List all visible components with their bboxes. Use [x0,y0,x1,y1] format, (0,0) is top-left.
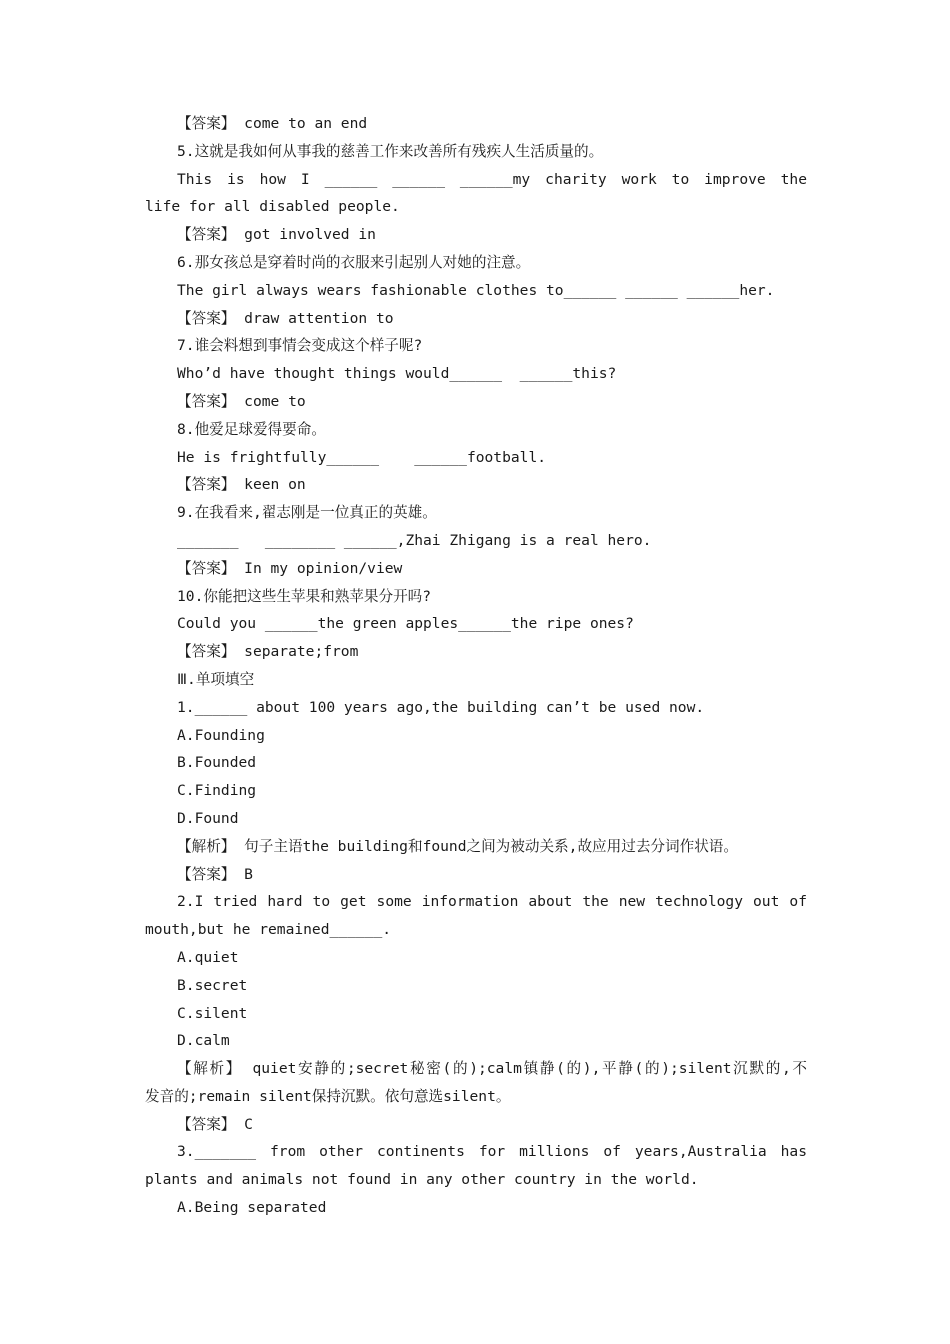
text-line: A.quiet [177,948,239,966]
text-line: B.secret [177,976,248,994]
text-line: 9.在我看来,翟志刚是一位真正的英雄。 [177,504,437,522]
text-line: 【答案】 B [177,865,253,883]
text-line: D.calm [177,1032,230,1050]
text-line: 5.这就是我如何从事我的慈善工作来改善所有残疾人生活质量的。 [177,142,604,160]
text-line: A.Being separated [177,1199,327,1217]
text-line: 【答案】 separate;from [177,643,359,661]
text-line: mouth,but he remained______. [145,921,392,939]
document-body [145,110,807,1222]
text-line: A.Founding [177,726,265,744]
text-line: B.Founded [177,754,257,772]
text-line: This is how I ______ ______ ______my charity work to improve the [177,170,807,188]
text-line: Who’d have thought things would______ ______this? [177,365,617,383]
text-line: 8.他爱足球爱得要命。 [177,420,326,438]
text-line: 2.I tried hard to get some information about the new technology out of [177,893,807,911]
text-line: 【答案】 C [177,1115,253,1133]
text-line: 【答案】 draw attention to [177,309,394,327]
text-line: 发音的;remain silent保持沉默。依句意选silent。 [145,1087,511,1105]
text-line: 【解析】 句子主语the building和found之间为被动关系,故应用过去分词作状语。 [177,837,738,855]
text-line: 【答案】 come to [177,392,306,410]
text-line: _______ ________ ______,Zhai Zhigang is a real hero. [177,531,652,549]
text-line: Ⅲ.单项填空 [177,670,255,688]
text-line: The girl always wears fashionable clothes to______ ______ ______her. [177,281,775,299]
text-line: C.silent [177,1004,248,1022]
text-line: Could you ______the green apples______the ripe ones? [177,615,634,633]
text-line: C.Finding [177,782,257,800]
text-line: life for all disabled people. [145,198,400,216]
text-line: 3._______ from other continents for millions of years,Australia has [177,1143,807,1161]
text-line: 【答案】 got involved in [177,226,376,244]
text-line: 【答案】 come to an end [177,115,368,132]
text-line: D.Found [177,809,239,827]
text-line: 【答案】 keen on [177,476,306,494]
text-line: 7.谁会料想到事情会变成这个样子呢? [177,337,423,355]
text-line: 1.______ about 100 years ago,the building can’t be used now. [177,698,705,716]
text-line: 10.你能把这些生苹果和熟苹果分开吗? [177,587,432,605]
text-line: plants and animals not found in any other country in the world. [145,1171,699,1189]
text-line: 【解析】 quiet安静的;secret秘密(的);calm镇静(的),平静(的);silent沉默的,不 [177,1060,807,1078]
text-line: 6.那女孩总是穿着时尚的衣服来引起别人对她的注意。 [177,253,531,271]
text-line: He is frightfully______ ______football. [177,448,547,466]
text-line: 【答案】 In my opinion/view [177,559,403,577]
